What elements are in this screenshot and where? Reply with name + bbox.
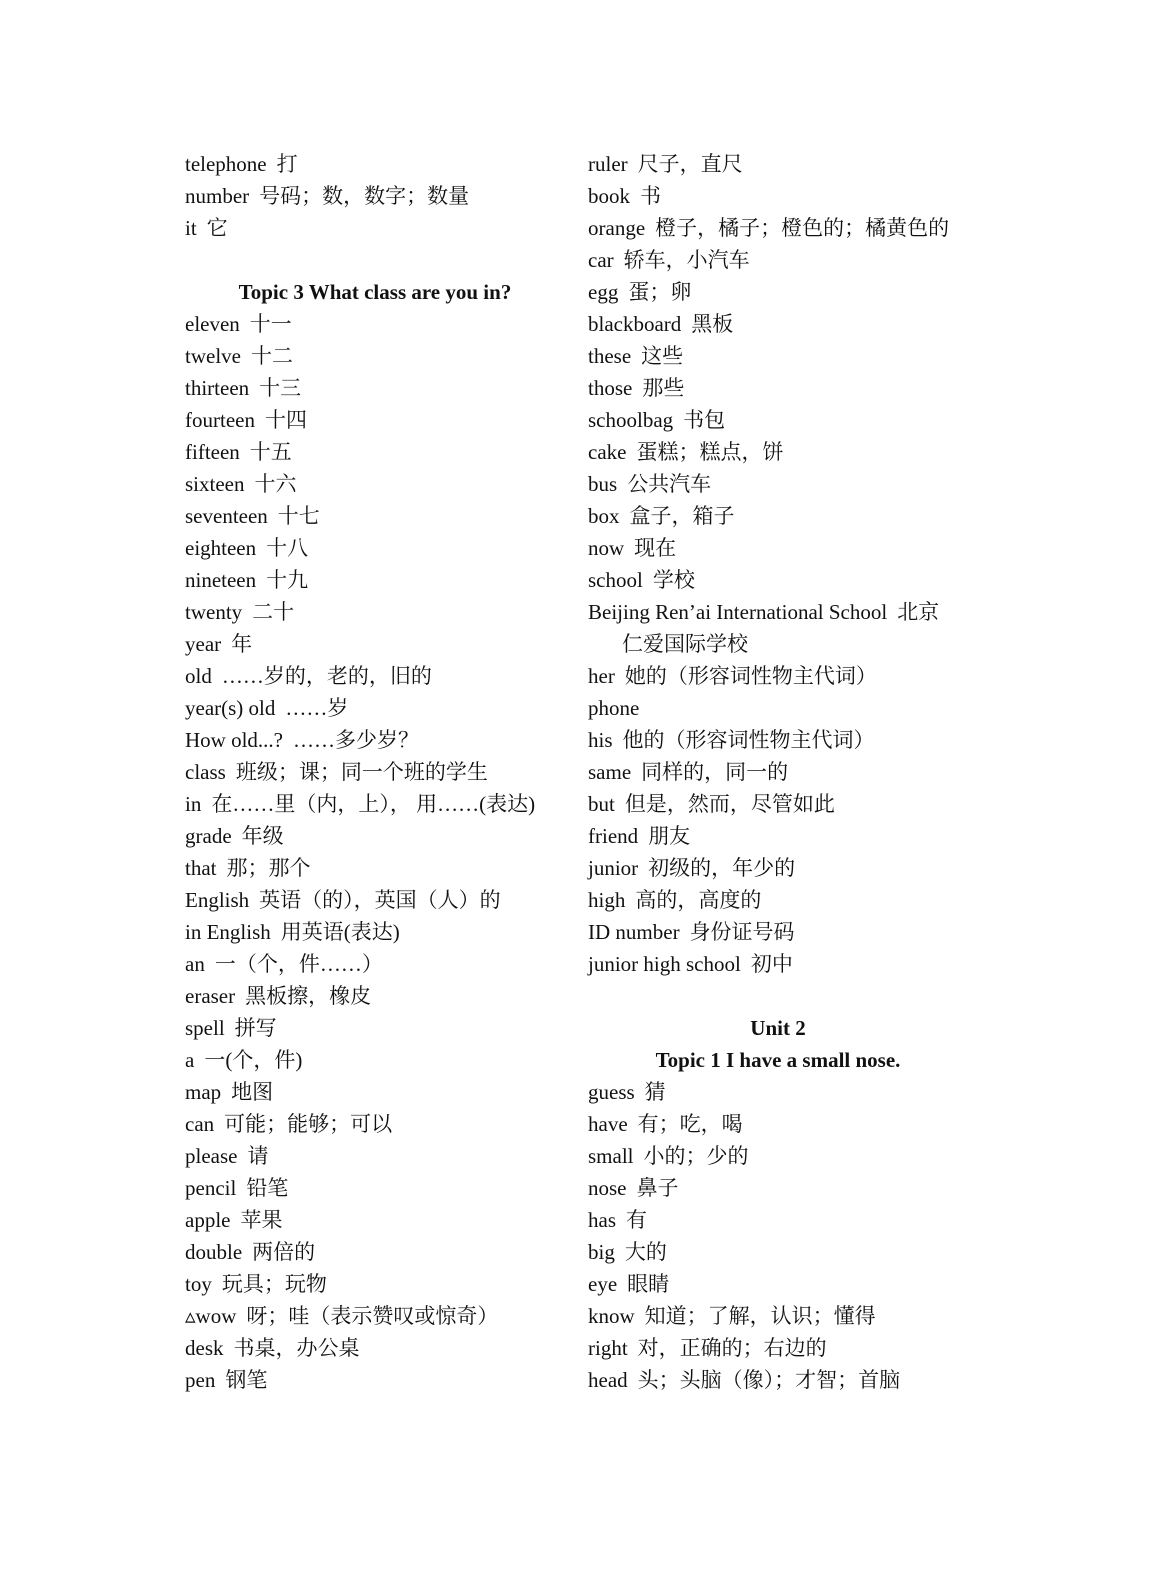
vocab-entry — [588, 180, 968, 212]
english-word: year — [185, 632, 222, 656]
vocab-entry — [588, 276, 968, 308]
blank-line — [588, 980, 968, 1012]
english-word: same — [588, 760, 632, 784]
english-word: bus — [588, 472, 618, 496]
vocab-entry — [185, 1172, 565, 1204]
vocab-entry — [185, 660, 565, 692]
chinese-meaning: 呀；哇（表示赞叹或惊奇） — [246, 1304, 499, 1328]
vocab-entry — [588, 724, 968, 756]
right-column — [588, 148, 968, 1396]
section-heading: Topic 1 I have a small nose. — [655, 1048, 901, 1072]
vocab-entry — [588, 404, 968, 436]
vocab-entry — [185, 1012, 565, 1044]
chinese-meaning: 猜 — [644, 1080, 666, 1104]
english-word: right — [588, 1336, 628, 1360]
vocab-entry — [588, 1076, 968, 1108]
english-word: fifteen — [185, 440, 240, 464]
vocab-entry — [185, 852, 565, 884]
chinese-meaning: 同样的，同一的 — [641, 760, 789, 784]
english-word: spell — [185, 1016, 225, 1040]
english-word: fourteen — [185, 408, 255, 432]
chinese-meaning: 北京 — [897, 600, 940, 624]
chinese-meaning: 但是，然而，尽管如此 — [624, 792, 835, 816]
english-word: in — [185, 792, 202, 816]
chinese-meaning: 对，正确的；右边的 — [637, 1336, 827, 1360]
english-word: high — [588, 888, 626, 912]
vocab-entry — [185, 916, 565, 948]
vocab-entry — [185, 628, 565, 660]
chinese-meaning: 两倍的 — [252, 1240, 316, 1264]
vocab-entry — [185, 1140, 565, 1172]
chinese-meaning: 大的 — [624, 1240, 667, 1264]
chinese-meaning: 初中 — [750, 952, 793, 976]
english-word: guess — [588, 1080, 635, 1104]
chinese-meaning: 钢笔 — [225, 1368, 268, 1392]
english-word: old — [185, 664, 212, 688]
english-word: these — [588, 344, 632, 368]
chinese-meaning: 那；那个 — [226, 856, 311, 880]
english-word: egg — [588, 280, 619, 304]
english-word: know — [588, 1304, 635, 1328]
vocab-entry — [185, 1364, 565, 1396]
vocab-entry — [185, 180, 565, 212]
vocab-entry — [588, 308, 968, 340]
english-word: English — [185, 888, 250, 912]
english-word: apple — [185, 1208, 231, 1232]
english-word: twenty — [185, 600, 243, 624]
chinese-meaning: 有；吃，喝 — [637, 1112, 743, 1136]
english-word: map — [185, 1080, 222, 1104]
english-word: number — [185, 184, 250, 208]
section-heading: Topic 3 What class are you in? — [238, 280, 512, 304]
english-word: small — [588, 1144, 634, 1168]
english-word: grade — [185, 824, 232, 848]
vocab-entry — [185, 884, 565, 916]
vocab-entry — [185, 1236, 565, 1268]
chinese-meaning: 现在 — [634, 536, 677, 560]
chinese-meaning: 蛋糕；糕点，饼 — [636, 440, 784, 464]
vocab-entry — [588, 884, 968, 916]
chinese-meaning: 蛋；卵 — [628, 280, 692, 304]
chinese-meaning: 打 — [276, 152, 298, 176]
chinese-meaning: 十七 — [277, 504, 320, 528]
chinese-meaning: 在……里（内，上）， 用……(表达) — [211, 792, 536, 816]
chinese-meaning: 用英语(表达) — [280, 920, 400, 944]
vocab-entry — [588, 436, 968, 468]
english-word: toy — [185, 1272, 212, 1296]
vocab-entry — [588, 1300, 968, 1332]
english-word: a — [185, 1048, 195, 1072]
chinese-meaning: ……岁 — [285, 696, 349, 720]
chinese-meaning: 年级 — [241, 824, 284, 848]
english-word: pencil — [185, 1176, 237, 1200]
chinese-meaning: ……岁的，老的，旧的 — [221, 664, 432, 688]
chinese-meaning: 它 — [206, 216, 228, 240]
vocab-entry — [588, 1140, 968, 1172]
chinese-meaning: 班级；课；同一个班的学生 — [235, 760, 488, 784]
vocab-entry — [588, 1108, 968, 1140]
vocab-entry — [185, 820, 565, 852]
vocab-entry — [588, 372, 968, 404]
english-word: sixteen — [185, 472, 245, 496]
vocab-entry — [185, 788, 565, 820]
chinese-meaning: 一(个，件) — [204, 1048, 303, 1072]
chinese-meaning: 朋友 — [648, 824, 691, 848]
english-word: ID number — [588, 920, 680, 944]
english-word: can — [185, 1112, 215, 1136]
vocab-entry — [588, 1236, 968, 1268]
vocab-entry — [185, 596, 565, 628]
chinese-meaning: 一（个，件……） — [214, 952, 383, 976]
chinese-meaning: 头；头脑（像）；才智；首脑 — [637, 1368, 901, 1392]
english-word: thirteen — [185, 376, 250, 400]
english-word: nose — [588, 1176, 627, 1200]
vocab-entry — [588, 1364, 968, 1396]
chinese-meaning: 鼻子 — [636, 1176, 679, 1200]
vocab-entry — [185, 1044, 565, 1076]
vocab-entry — [588, 788, 968, 820]
vocab-entry — [588, 340, 968, 372]
english-word: twelve — [185, 344, 241, 368]
chinese-meaning: 书包 — [683, 408, 726, 432]
chinese-meaning: 眼睛 — [627, 1272, 670, 1296]
entry-continuation: 仁爱国际学校 — [622, 632, 748, 656]
chinese-meaning: 年 — [231, 632, 253, 656]
vocab-entry — [185, 1268, 565, 1300]
vocab-entry — [588, 1204, 968, 1236]
english-word: an — [185, 952, 205, 976]
chinese-meaning: 盒子，箱子 — [629, 504, 735, 528]
vocab-entry — [185, 340, 565, 372]
english-word: seventeen — [185, 504, 268, 528]
vocab-entry — [588, 148, 968, 180]
chinese-meaning: 黑板 — [691, 312, 734, 336]
chinese-meaning: 身份证号码 — [689, 920, 795, 944]
english-word: in English — [185, 920, 271, 944]
chinese-meaning: 公共汽车 — [627, 472, 712, 496]
vocab-entry — [588, 1332, 968, 1364]
vocab-entry — [588, 596, 968, 628]
chinese-meaning: 苹果 — [240, 1208, 283, 1232]
vocab-entry — [185, 980, 565, 1012]
vocab-entry — [588, 1172, 968, 1204]
english-word: cake — [588, 440, 627, 464]
english-word: eighteen — [185, 536, 257, 560]
vocab-entry — [588, 468, 968, 500]
vocab-entry — [588, 820, 968, 852]
vocab-entry — [185, 724, 565, 756]
chinese-meaning: 号码；数，数字；数量 — [259, 184, 470, 208]
chinese-meaning: 学校 — [652, 568, 695, 592]
english-word: junior high school — [588, 952, 741, 976]
vocab-entry — [588, 948, 968, 980]
english-word: Beijing Ren’ai International School — [588, 600, 888, 624]
english-word: double — [185, 1240, 243, 1264]
chinese-meaning: 拼写 — [234, 1016, 277, 1040]
chinese-meaning: 请 — [247, 1144, 269, 1168]
vocab-entry — [588, 660, 968, 692]
english-word: pen — [185, 1368, 216, 1392]
vocab-entry — [588, 692, 968, 724]
english-word: please — [185, 1144, 238, 1168]
chinese-meaning: 十四 — [264, 408, 307, 432]
english-word: head — [588, 1368, 628, 1392]
chinese-meaning: 有 — [626, 1208, 647, 1232]
english-word: ruler — [588, 152, 628, 176]
english-word: desk — [185, 1336, 224, 1360]
section-heading: Unit 2 — [750, 1016, 806, 1040]
english-word: his — [588, 728, 613, 752]
blank-line — [185, 244, 565, 276]
chinese-meaning: ……多少岁？ — [293, 728, 419, 752]
vocab-entry — [185, 1108, 565, 1140]
chinese-meaning: 小的；少的 — [643, 1144, 749, 1168]
vocab-entry — [185, 500, 565, 532]
english-word: eye — [588, 1272, 618, 1296]
chinese-meaning: 二十 — [252, 600, 295, 624]
chinese-meaning: 十九 — [266, 568, 309, 592]
english-word: How old...? — [185, 728, 283, 752]
english-word: eleven — [185, 312, 240, 336]
vocab-entry — [588, 212, 968, 244]
chinese-meaning: 知道；了解，认识；懂得 — [644, 1304, 876, 1328]
chinese-meaning: 轿车，小汽车 — [623, 248, 750, 272]
vocab-entry — [185, 564, 565, 596]
chinese-meaning: 地图 — [231, 1080, 274, 1104]
english-word: car — [588, 248, 614, 272]
english-word: those — [588, 376, 633, 400]
chinese-meaning: 黑板擦，橡皮 — [245, 984, 372, 1008]
english-word: ▵wow — [185, 1304, 237, 1328]
english-word: has — [588, 1208, 616, 1232]
vocab-entry — [185, 404, 565, 436]
vocab-entry — [185, 1076, 565, 1108]
chinese-meaning: 十六 — [254, 472, 297, 496]
chinese-meaning: 十一 — [249, 312, 292, 336]
chinese-meaning: 她的（形容词性物主代词） — [624, 664, 877, 688]
chinese-meaning: 英语（的），英国（人）的 — [259, 888, 501, 912]
vocab-entry — [185, 1332, 565, 1364]
english-word: blackboard — [588, 312, 682, 336]
vocab-entry — [185, 692, 565, 724]
vocab-entry — [185, 532, 565, 564]
english-word: eraser — [185, 984, 236, 1008]
vocab-entry — [588, 532, 968, 564]
left-column — [185, 148, 565, 1396]
chinese-meaning: 书 — [640, 184, 661, 208]
vocab-entry — [185, 1204, 565, 1236]
english-word: telephone — [185, 152, 267, 176]
english-word: schoolbag — [588, 408, 674, 432]
english-word: but — [588, 792, 615, 816]
english-word: nineteen — [185, 568, 257, 592]
chinese-meaning: 铅笔 — [246, 1176, 289, 1200]
english-word: box — [588, 504, 620, 528]
chinese-meaning: 十二 — [250, 344, 293, 368]
english-word: school — [588, 568, 643, 592]
vocab-entry — [588, 916, 968, 948]
english-word: junior — [588, 856, 639, 880]
english-word: that — [185, 856, 217, 880]
vocab-entry — [185, 756, 565, 788]
chinese-meaning: 他的（形容词性物主代词） — [622, 728, 875, 752]
vocab-entry — [185, 436, 565, 468]
chinese-meaning: 初级的，年少的 — [648, 856, 796, 880]
vocab-entry — [588, 564, 968, 596]
chinese-meaning: 十八 — [266, 536, 309, 560]
vocab-entry — [588, 1268, 968, 1300]
vocab-entry — [185, 468, 565, 500]
chinese-meaning: 这些 — [641, 344, 684, 368]
chinese-meaning: 书桌，办公桌 — [233, 1336, 360, 1360]
english-word: friend — [588, 824, 639, 848]
english-word: year(s) old — [185, 696, 276, 720]
english-word: big — [588, 1240, 615, 1264]
vocab-entry — [185, 308, 565, 340]
vocab-entry — [185, 212, 565, 244]
english-word: class — [185, 760, 226, 784]
chinese-meaning: 十五 — [249, 440, 292, 464]
chinese-meaning: 十三 — [259, 376, 302, 400]
vocab-entry — [185, 372, 565, 404]
chinese-meaning: 玩具；玩物 — [221, 1272, 327, 1296]
english-word: book — [588, 184, 630, 208]
vocab-entry — [185, 948, 565, 980]
chinese-meaning: 那些 — [642, 376, 685, 400]
english-word: phone — [588, 696, 640, 720]
chinese-meaning: 尺子，直尺 — [637, 152, 743, 176]
vocab-entry — [185, 148, 565, 180]
chinese-meaning: 高的，高度的 — [635, 888, 762, 912]
vocab-entry — [588, 756, 968, 788]
vocab-entry — [588, 500, 968, 532]
english-word: her — [588, 664, 615, 688]
english-word: now — [588, 536, 625, 560]
vocab-entry — [185, 1300, 565, 1332]
chinese-meaning: 橙子，橘子；橙色的；橘黄色的 — [655, 216, 950, 240]
chinese-meaning: 可能；能够；可以 — [224, 1112, 393, 1136]
english-word: have — [588, 1112, 628, 1136]
english-word: orange — [588, 216, 646, 240]
vocab-entry — [588, 244, 968, 276]
english-word: it — [185, 216, 197, 240]
vocab-entry — [588, 852, 968, 884]
